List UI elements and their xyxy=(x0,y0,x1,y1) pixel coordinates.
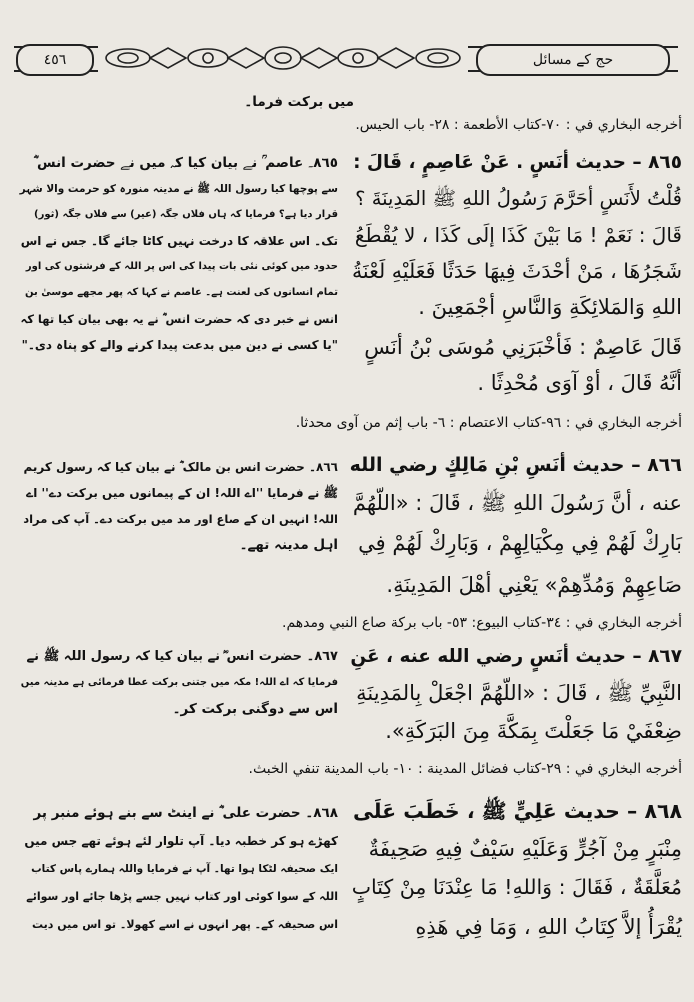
urdu-carry-line: میں برکت فرما۔ xyxy=(244,94,354,110)
page-number: ٤٥٦ xyxy=(43,52,67,68)
page-header xyxy=(14,40,678,76)
reference-line: أخرجه البخاري في : ٢٩-كتاب فضائل المدينة : ١٠- باب المدينة تنفي الخبث. xyxy=(248,761,682,777)
reference-line: أخرجه البخاري في : ٧٠-كتاب الأطعمة : ٢٨- باب الحيس. xyxy=(355,117,682,133)
reference-line: أخرجه البخاري في : ٩٦-كتاب الاعتصام : ٦- باب إثم من آوى محدثا. xyxy=(295,415,682,431)
running-title-box xyxy=(476,44,670,76)
running-title: حج کے مسائل xyxy=(532,52,614,68)
reference-line: أخرجه البخاري في : ٣٤-كتاب البيوع: ٥٣- باب بركة صاع النبي ومدهم. xyxy=(282,615,682,631)
decorative-ornament-band xyxy=(98,43,468,73)
book-page: ٤٥٦ حج کے مسائل میں برکت فرما۔ أخرجه البخاري في : ٧٠-كتاب الأطعمة : ٢٨- باب الحيس. ٨٦٥ – حديث أنَسٍ . عَنْ عَاصِمٍ ، قَالَ : قُلْتُ لأَنَسٍ أحَرَّمَ رَسُولُ اللهِ ﷺ المَدِينَةَ ؟ قَالَ : نَعَمْ ! مَا بَيْنَ كَذَا إلَى كَذَا ، لا يُقْطَعُ شَجَرُهَا ، مَنْ أحْدَثَ فِيهَا حَدَثًا فَعَلَيْهِ لَعْنَةُ اللهِ وَالمَلائِكَةِ وَالنَّاسِ أجْمَعِينَ . قَالَ عَاصِمٌ : فَأخْبَرَنِي مُوسَى بْنُ أنَسٍ أنَّهُ قَالَ ، أوْ آوَى مُحْدِثًا . ٨٦٥۔ عاصم ؒ نے بیان کیا کہ میں نے حضرت انس ؓ سے پوچھا کیا رسول اللہ ﷺ نے مدینہ منورہ کو حرمت والا شہر قرار دیا ہے؟ فرمایا کہ ہاں فلاں جگہ (عیر) سے فلاں جگہ (ثور) تک۔ اس علاقہ کا درخت نہیں کاٹا جائے گا۔ جس نے اس حدود میں کوئی نئی بات پیدا کی اس پر اللہ کے فرشتوں کی اور تمام انسانوں کی لعنت ہے۔ عاصم نے کہا کہ پھر مجھے موسیٰ بن انس نے خبر دی کہ حضرت انس ؓ نے یہ بھی بیان کیا تھا کہ "یا کسی نے دین میں بدعت پیدا کرنے والے کو پناہ دی۔" أخرجه البخاري في : ٩٦-كتاب الاعتصام : ٦- باب إثم من آوى محدثا. ٨٦٦ – حديث أنَسِ بْنِ مَالِكٍ رضي الله عنه ، أنَّ رَسُولَ اللهِ ﷺ ، قَالَ : «اللّهُمَّ بَارِكْ لَهُمْ فِي مِكْيَالِهِمْ ، وَبَارِكْ لَهُمْ فِي صَاعِهِمْ وَمُدِّهِمْ» يَعْنِي أهْلَ المَدِينَةِ. ٨٦٦۔ حضرت انس بن مالک ؓ نے بیان کیا کہ رسول کریم ﷺ نے فرمایا ''اے اللہ! ان کے پیمانوں میں برکت دے'' اے اللہ! انہیں ان کے صاع اور مد میں برکت دے۔ آپ کی مراد اہل مدینہ تھے۔ أخرجه البخاري في : ٣٤-كتاب البيوع: ٥٣- باب بركة صاع النبي ومدهم. ٨٦٧ – حديث أنَسٍ رضي الله عنه ، عَنِ النَّبِيِّ ﷺ ، قَالَ : «اللّهُمَّ اجْعَلْ بِالمَدِينَةِ ضِعْفَيْ مَا جَعَلْتَ بِمَكَّةَ مِنَ البَرَكَةِ». ٨٦٧۔ حضرت انس ؓ نے بیان کیا کہ رسول اللہ ﷺ نے فرمایا کہ اے اللہ! مکہ میں جتنی برکت عطا فرمائی ہے مدینہ میں اس سے دوگنی برکت کر۔ أخرجه البخاري في : ٢٩-كتاب فضائل المدينة : ١٠- باب المدينة تنفي الخبث. ٨٦٨ – حديث عَلِيٍّ ﷺ ، خَطَبَ عَلَى مِنْبَرٍ مِنْ آجُرٍّ وَعَلَيْهِ سَيْفٌ فِيهِ صَحِيفَةٌ مُعَلَّقَةٌ ، فَقَالَ : وَاللهِ! مَا عِنْدَنَا مِنْ كِتَابٍ يُقْرَأُ إلاَّ كِتَابُ اللهِ ، وَمَا فِي هَذِهِ ٨٦٨۔ حضرت علی ؓ نے اینٹ سے بنے ہوئے منبر پر کھڑے ہو کر خطبہ دیا۔ آپ تلوار لئے ہوئے تھے جس میں ایک صحیفہ لٹکا ہوا تھا۔ آپ نے فرمایا واللہ ہمارے پاس کتاب اللہ کے سوا کوئی اور کتاب نہیں جسے پڑھا جائے اور سوائے اس صحیفہ کے۔ پھر انہوں نے اسے کھولا۔ تو اس میں دیت xyxy=(0,0,694,1002)
page-number-box xyxy=(16,44,94,76)
